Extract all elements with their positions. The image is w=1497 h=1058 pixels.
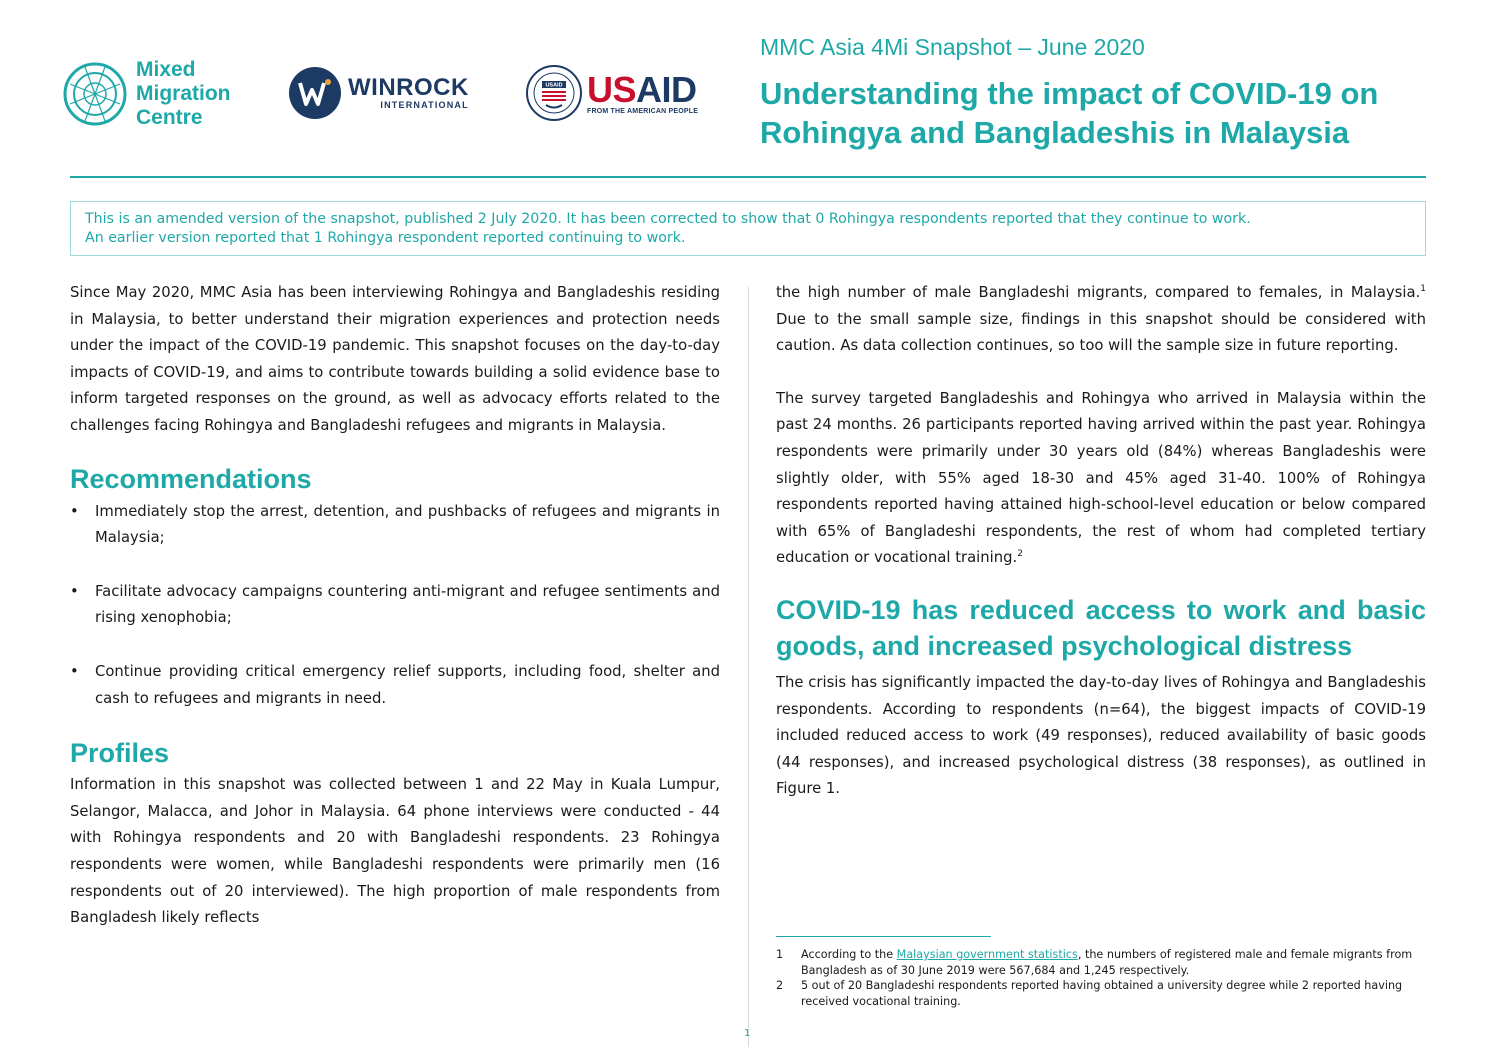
page-number: 1 [744,1028,751,1039]
notice-line: This is an amended version of the snapshot, published 2 July 2020. It has been corrected to show that 0 Rohingya respondents reported that they continue to work. [85,211,1251,227]
usaid-tagline: FROM THE AMERICAN PEOPLE [587,107,699,115]
mmc-logo-line: Migration [136,82,231,105]
winrock-emblem-icon [288,66,342,120]
footnote: 1 According to the Malaysian government statistics, the numbers of registered male and female migrants from Bangladesh as of 30 June 2019 were 567,684 and 1,245 respectively. [776,948,1413,977]
winrock-subtitle: INTERNATIONAL [380,100,469,110]
report-title: Understanding the impact of COVID-19 on Rohingya and Bangladeshis in Malaysia [760,76,1379,150]
list-item: • Facilitate advocacy campaigns countering anti-migrant and refugee sentiments and rising xenophobia; [70,579,720,632]
mmc-logo-line: Centre [136,106,203,129]
statistics-link[interactable]: Malaysian government statistics [896,948,1078,961]
usaid-seal-text: USAID [545,82,563,89]
list-item: • Immediately stop the arrest, detention, and pushbacks of refugees and migrants in Malaysia; [70,499,720,552]
usaid-logo [525,64,698,122]
impact-paragraph: The crisis has significantly impacted the day-to-day lives of Rohingya and Bangladeshis respondents. According to respondents (n=64), the biggest impacts of COVID-19 included reduced access to work (49 responses), reduced availability of basic goods (44 responses), and increased psychological distress (38 responses), as outlined in Figure 1. [776,673,1426,798]
mmc-emblem-icon [60,59,130,129]
winrock-logo [288,66,469,120]
report-subtitle: MMC Asia 4Mi Snapshot – June 2020 [760,34,1145,60]
footnote-text: 5 out of 20 Bangladeshi respondents reported having obtained a university degree while 2 reported having received vocational training. [801,979,1403,1008]
usaid-wordmark: USAID [587,68,697,110]
footnote-ref[interactable]: 1 [1420,284,1426,295]
footnotes [776,947,1426,1009]
survey-paragraph: The survey targeted Bangladeshis and Rohingya who arrived in Malaysia within the past 24 months. 26 participants reported having arrived within the past year. Rohingya respondents were primarily under 30 years old (84%) whereas Bangladeshis were slightly older, with 55% aged 18-30 and 45% aged 31-40. 100% of Rohingya respondents reported having attained high-school-level education or below compared with 65% of Bangladeshi respondents, the rest of whom had completed tertiary education or vocational training.$^2$ [776,389,1426,567]
intro-paragraph: Since May 2020, MMC Asia has been interviewing Rohingya and Bangladeshis residing in Malaysia, to better understand their migration experiences and protection needs under the impact of the COVID-19 pandemic. This snapshot focuses on the day-to-day impacts of COVID-19, and aims to contribute towards building a solid evidence base to inform targeted responses on the ground, as well as advocacy efforts related to the challenges facing Rohingya and Bangladeshi refugees and migrants in Malaysia. [70,284,720,434]
recommendations-heading: Recommendations [70,463,312,494]
footnote-number: 2 [776,979,784,992]
list-item: • Continue providing critical emergency relief supports, including food, shelter and cash to refugees and migrants in need. [70,659,720,712]
profiles-heading: Profiles [70,738,170,769]
mmc-logo [60,58,231,130]
usaid-seal-icon [525,64,583,122]
winrock-wordmark: WINROCK [348,74,469,101]
recommendations-list [70,499,720,713]
footnote [776,978,1426,1009]
notice-line: An earlier version reported that 1 Rohingya respondent reported continuing to work. [85,230,686,246]
logo-strip [60,58,720,138]
impact-heading: COVID-19 has reduced access to work and basic goods, and increased psychological distress [776,594,1426,661]
amendment-notice [70,201,1426,256]
mmc-logo-line: Mixed [136,58,196,81]
column-divider [748,287,749,1047]
footnote-number: 1 [776,948,784,961]
footnote-divider [776,936,991,937]
left-column [70,280,720,932]
right-column [776,280,1426,803]
header-divider [70,176,1426,178]
profiles-paragraph: Information in this snapshot was collected between 1 and 22 May in Kuala Lumpur, Selangor, Malacca, and Johor in Malaysia. 64 phone interviews were conducted - 44 with Rohingya respondents and 20 with Bangladeshi respondents. 23 Rohingya respondents were women, while Bangladeshi respondents were primarily men (16 respondents out of 20 interviewed). The high proportion of male respondents from Bangladesh likely reflects [70,776,720,927]
continuation-paragraph: the high number of male Bangladeshi migrants, compared to females, in Malaysia.$^1$ Due to the small sample size, findings in this snapshot should be considered with caution. As data collection continues, so too will the sample size in future reporting. [776,284,1426,355]
footnote-ref[interactable]: 2 [1017,549,1023,560]
